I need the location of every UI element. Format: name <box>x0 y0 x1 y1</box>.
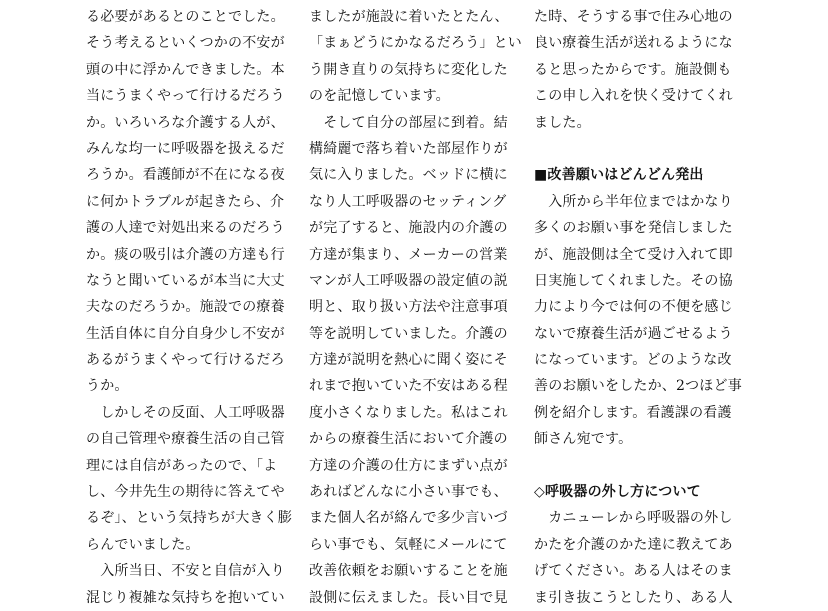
text-column-1 <box>86 4 292 611</box>
text-line: げてください。ある人はそのま <box>534 563 733 580</box>
text-line: らんでいました。 <box>86 536 200 553</box>
text-line: 理には自信があったので、「よ <box>86 457 278 474</box>
text-line: 度小さくなりました。私はこれ <box>309 404 508 421</box>
text-line: しかしその反面、人工呼吸器 <box>86 404 285 421</box>
text-line: に何かトラブルが起きたら、介 <box>86 193 285 210</box>
blank-line <box>534 453 720 479</box>
text-line: カニューレから呼吸器の外し <box>534 510 733 527</box>
text-line: るぞ」、という気持ちが大きく膨 <box>86 510 292 527</box>
text-line: らい事でも、気軽にメールにて <box>309 536 508 553</box>
text-line: からの療養生活において介護の <box>309 431 508 448</box>
text-line: 「まぁどうにかなるだろう」とい <box>309 35 522 52</box>
blank-line <box>534 136 720 162</box>
text-line: ましたが施設に着いたとたん、 <box>309 9 509 25</box>
text-line: ろうか。看護師が不在になる夜 <box>86 167 285 184</box>
text-line: か。痰の吸引は介護の方達も行 <box>86 246 285 263</box>
text-line: 入所から半年位まではかなり <box>534 193 733 210</box>
text-line: みんな均一に呼吸器を扱えるだ <box>86 140 285 157</box>
text-line: し、今井先生の期待に答えてや <box>86 484 285 501</box>
text-line: る必要があるとのことでした。 <box>86 9 285 25</box>
text-line: なり人工呼吸器のセッティング <box>309 193 507 210</box>
text-line: 明と、取り扱い方法や注意事項 <box>309 299 508 316</box>
text-line: そう考えるといくつかの不安が <box>86 35 285 52</box>
text-line: 師さん宛です。 <box>534 431 633 448</box>
text-line: 気に入りました。ベッドに横に <box>309 167 508 184</box>
text-column-3 <box>534 4 742 611</box>
text-line: う開き直りの気持ちに変化した <box>309 61 508 78</box>
text-line: 構綺麗で落ち着いた部屋作りが <box>309 140 508 157</box>
text-line: この申し入れを快く受けてくれ <box>534 88 733 105</box>
text-line: 日実施してくれました。その協 <box>534 272 733 289</box>
text-line: か。いろいろな介護する人が、 <box>86 114 285 131</box>
text-line: が、施設側は全て受け入れて即 <box>534 246 733 263</box>
text-line: あるがうまくやって行けるだろ <box>86 352 285 369</box>
text-line: た時、そうする事で住み心地の <box>534 9 733 25</box>
text-line: ると思ったからです。施設側も <box>534 61 732 78</box>
text-line: うか。 <box>86 378 129 395</box>
text-line: 設側に伝えました。長い目で見 <box>309 589 508 606</box>
text-line: 生活自体に自分自身少し不安が <box>86 325 285 342</box>
text-line: 多くのお願い事を発信しました <box>534 220 733 237</box>
section-heading: ◇呼吸器の外し方について <box>534 484 701 501</box>
text-line: 混じり複雑な気持ちを抱いてい <box>86 589 285 606</box>
text-line: 夫なのだろうか。施設での療養 <box>86 299 285 316</box>
text-line: ないで療養生活が過ごせるよう <box>534 325 733 342</box>
text-line: 力により今では何の不便を感じ <box>534 299 733 316</box>
text-line: 当にうまくやって行けるだろう <box>86 88 285 105</box>
text-line: 善のお願いをしたか、2つほど事 <box>534 378 742 395</box>
text-line: マンが人工呼吸器の設定値の説 <box>309 272 508 289</box>
text-line: 例を紹介します。看護課の看護 <box>534 404 732 421</box>
text-line: 護の人達で対処出来るのだろう <box>86 220 285 237</box>
text-line: が完了すると、施設内の介護の <box>309 220 508 237</box>
text-line: なうと聞いているが本当に大丈 <box>86 272 285 289</box>
text-column-2 <box>309 4 522 611</box>
text-line: そして自分の部屋に到着。結 <box>309 114 508 131</box>
text-line: の自己管理や療養生活の自己管 <box>86 431 285 448</box>
text-line: 方達が説明を熱心に聞く姿にそ <box>309 352 508 369</box>
text-line: 等を説明していました。介護の <box>309 325 508 342</box>
text-line: 頭の中に浮かんできました。本 <box>86 61 285 78</box>
text-line: のを記憶しています。 <box>309 88 450 105</box>
text-line: れまで抱いていた不安はある程 <box>309 378 508 395</box>
text-line: 良い療養生活が送れるようにな <box>534 35 733 52</box>
text-line: になっています。どのような改 <box>534 352 732 369</box>
text-line: あればどんなに小さい事でも、 <box>309 484 508 501</box>
text-line: 方達の介護の仕方にまずい点が <box>309 457 508 474</box>
text-line: ま引き抜こうとしたり、ある人 <box>534 589 733 606</box>
text-line: また個人名が絡んで多少言いづ <box>309 510 508 527</box>
text-line: 入所当日、不安と自信が入り <box>86 563 285 580</box>
text-line: 改善依頼をお願いすることを施 <box>309 563 508 580</box>
section-heading: ■改善願いはどんどん発出 <box>534 167 704 184</box>
text-line: かたを介護のかた達に教えてあ <box>534 536 733 553</box>
text-line: ました。 <box>534 114 591 131</box>
text-line: 方達が集まり、メーカーの営業 <box>309 246 508 263</box>
